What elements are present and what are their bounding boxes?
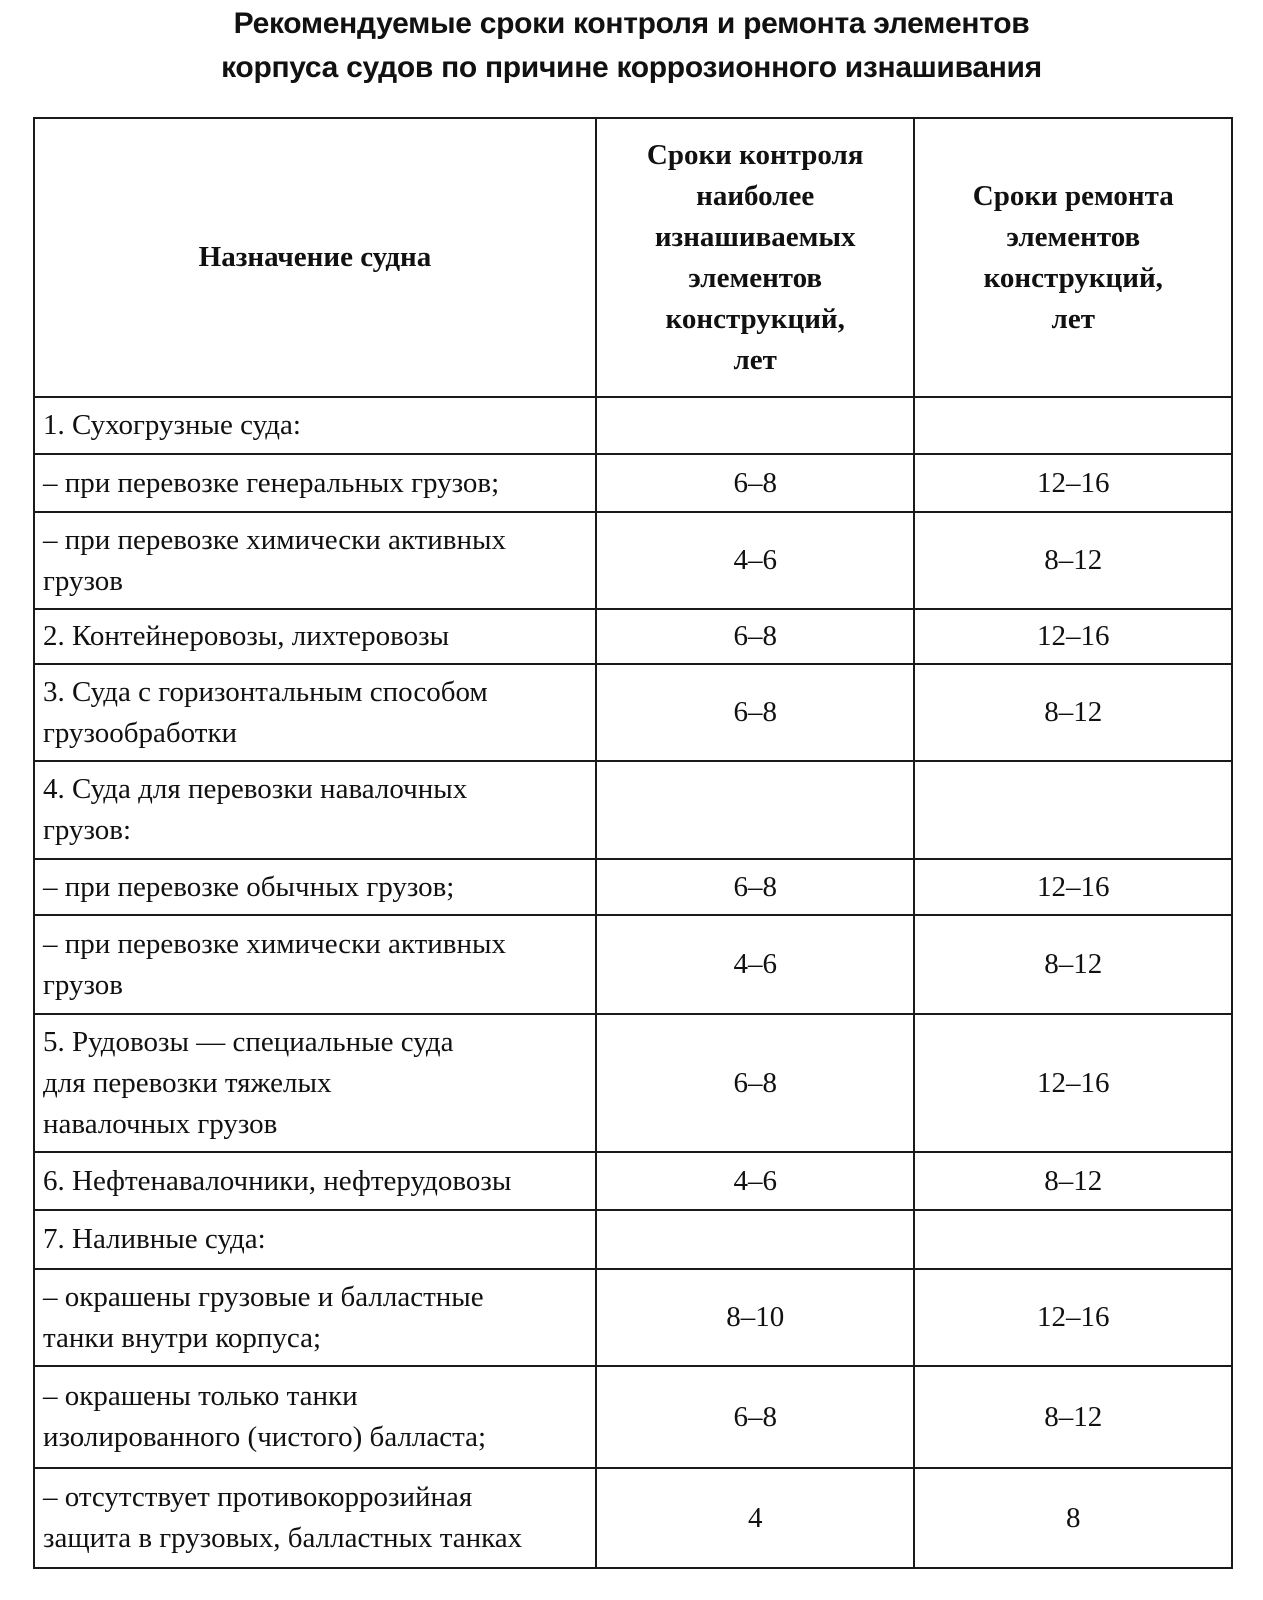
table-body	[34, 397, 1232, 1568]
control-period-cell: 6–8	[596, 859, 915, 915]
table-row	[34, 609, 1232, 664]
repair-period-cell	[914, 761, 1232, 859]
vessel-purpose-cell: 2. Контейнеровозы, лихтеровозы	[34, 609, 596, 664]
repair-period-cell: 8	[914, 1468, 1232, 1568]
control-period-cell	[596, 761, 915, 859]
repair-period-cell: 12–16	[914, 1269, 1232, 1366]
header-row	[34, 118, 1232, 397]
vessel-purpose-cell: – при перевозке химически активных грузов	[34, 915, 596, 1014]
title-line-2: корпуса судов по причине коррозионного изнашивания	[221, 51, 1042, 84]
repair-period-cell: 8–12	[914, 1152, 1232, 1210]
repair-period-cell: 8–12	[914, 664, 1232, 761]
table-row	[34, 1269, 1232, 1366]
repair-period-cell: 8–12	[914, 1366, 1232, 1468]
table-row	[34, 1366, 1232, 1468]
table-row	[34, 761, 1232, 859]
control-period-cell: 4	[596, 1468, 915, 1568]
table-row	[34, 664, 1232, 761]
repair-period-cell: 8–12	[914, 915, 1232, 1014]
vessel-purpose-cell: 5. Рудовозы — специальные суда для перевозки тяжелых навалочных грузов	[34, 1014, 596, 1152]
vessel-purpose-cell: – окрашены только танки изолированного (чистого) балласта;	[34, 1366, 596, 1468]
control-period-cell	[596, 397, 915, 454]
control-period-cell: 6–8	[596, 454, 915, 512]
table-row	[34, 859, 1232, 915]
repair-period-cell: 12–16	[914, 454, 1232, 512]
vessel-purpose-cell: 3. Суда с горизонтальным способом грузообработки	[34, 664, 596, 761]
table-row	[34, 1152, 1232, 1210]
control-period-cell: 4–6	[596, 512, 915, 609]
table-row	[34, 1468, 1232, 1568]
control-period-cell: 4–6	[596, 915, 915, 1014]
repair-period-cell: 12–16	[914, 859, 1232, 915]
vessel-purpose-cell: 7. Наливные суда:	[34, 1210, 596, 1269]
header-vessel-purpose: Назначение судна	[34, 118, 596, 397]
table-row	[34, 1210, 1232, 1269]
header-repair-period: Сроки ремонта элементов конструкций, лет	[914, 118, 1232, 397]
control-period-cell: 6–8	[596, 609, 915, 664]
control-period-cell: 8–10	[596, 1269, 915, 1366]
table-row	[34, 1014, 1232, 1152]
vessel-purpose-cell: – при перевозке обычных грузов;	[34, 859, 596, 915]
vessel-purpose-cell: – окрашены грузовые и балластные танки внутри корпуса;	[34, 1269, 596, 1366]
table-row	[34, 397, 1232, 454]
repair-period-cell: 12–16	[914, 609, 1232, 664]
vessel-purpose-cell: – при перевозке генеральных грузов;	[34, 454, 596, 512]
repair-period-cell: 8–12	[914, 512, 1232, 609]
control-period-cell: 6–8	[596, 1014, 915, 1152]
control-period-cell: 6–8	[596, 1366, 915, 1468]
title-line-1: Рекомендуемые сроки контроля и ремонта элементов	[233, 7, 1030, 40]
control-period-cell	[596, 1210, 915, 1269]
inspection-repair-table	[33, 117, 1233, 1569]
vessel-purpose-cell: – отсутствует противокоррозийная защита в грузовых, балластных танках	[34, 1468, 596, 1568]
vessel-purpose-cell: 6. Нефтенавалочники, нефтерудовозы	[34, 1152, 596, 1210]
header-control-period: Сроки контроля наиболее изнашиваемых элементов конструкций, лет	[596, 118, 915, 397]
repair-period-cell	[914, 397, 1232, 454]
vessel-purpose-cell: 4. Суда для перевозки навалочных грузов:	[34, 761, 596, 859]
table-row	[34, 512, 1232, 609]
vessel-purpose-cell: – при перевозке химически активных грузов	[34, 512, 596, 609]
repair-period-cell	[914, 1210, 1232, 1269]
document-title	[0, 2, 1263, 90]
vessel-purpose-cell: 1. Сухогрузные суда:	[34, 397, 596, 454]
repair-period-cell: 12–16	[914, 1014, 1232, 1152]
control-period-cell: 6–8	[596, 664, 915, 761]
table-row	[34, 915, 1232, 1014]
control-period-cell: 4–6	[596, 1152, 915, 1210]
table-row	[34, 454, 1232, 512]
